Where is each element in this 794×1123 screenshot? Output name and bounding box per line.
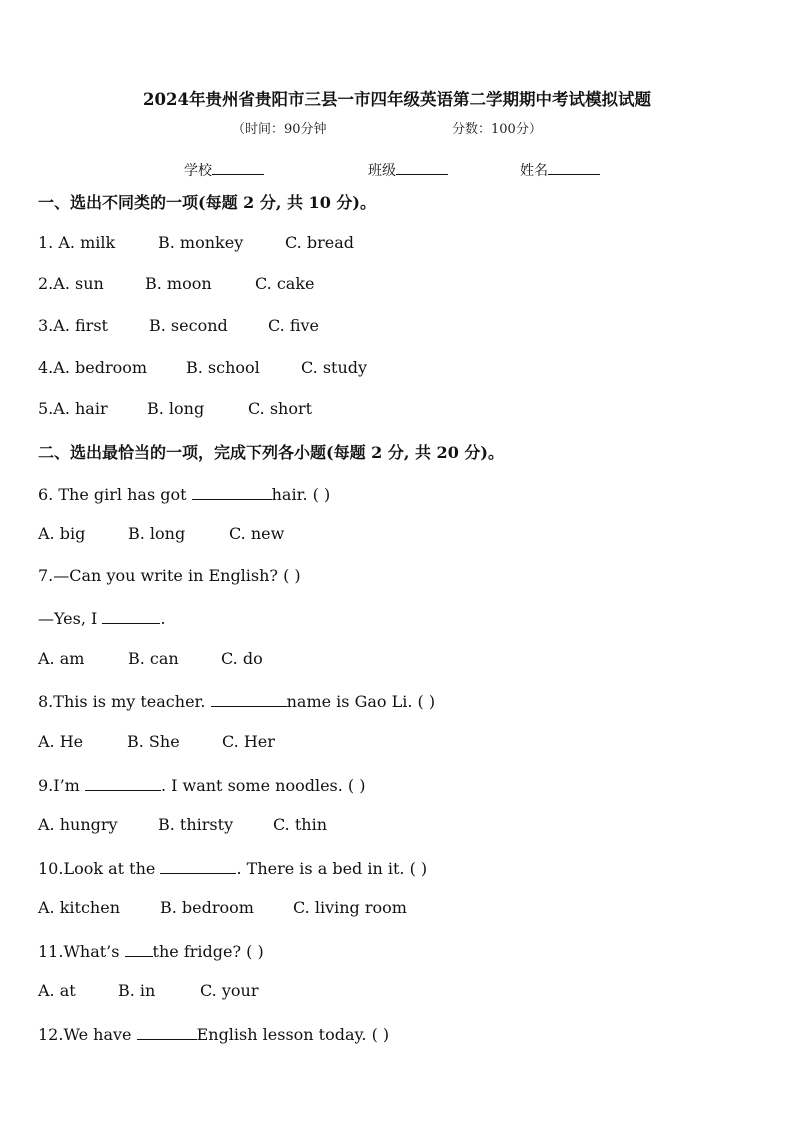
school-blank [212, 160, 264, 175]
q4-number: 4. [38, 358, 54, 377]
q7-line1: 7.—Can you write in English? ( ) [38, 566, 301, 585]
q6-option-c: C. new [229, 524, 285, 543]
q10-text-pre: 10.Look at the [38, 859, 161, 878]
q2-option-b: B. moon [145, 274, 212, 293]
q4-option-b: B. school [186, 358, 260, 377]
q6-text-post: hair. ( ) [271, 485, 331, 504]
q8-option-c: C. Her [222, 732, 275, 751]
q12-blank [137, 1023, 197, 1040]
q3-option-b: B. second [149, 316, 228, 335]
q8-line [38, 690, 435, 711]
q4-line [38, 358, 368, 377]
q9-option-b: B. thirsty [158, 815, 234, 834]
q2-option-c: C. cake [255, 274, 315, 293]
q11-option-c: C. your [200, 981, 259, 1000]
q8-option-b: B. She [127, 732, 180, 751]
q6-line [38, 483, 330, 504]
q1-option-a: A. milk [58, 233, 116, 252]
q7-blank [102, 607, 160, 624]
q2-number: 2. [38, 274, 54, 293]
q3-line [38, 316, 320, 335]
page-title: 2024年贵州省贵阳市三县一市四年级英语第二学期期中考试模拟试题 [143, 90, 651, 109]
q6-option-b: B. long [128, 524, 186, 543]
class-field [368, 160, 448, 180]
class-blank [396, 160, 448, 175]
q9-blank [85, 774, 161, 791]
q6-text-pre: 6. The girl has got [38, 485, 192, 504]
q9-text-pre: 9.I’m [38, 776, 85, 795]
q9-text-post: . I want some noodles. ( ) [160, 776, 366, 795]
q9-option-a: A. hungry [38, 815, 118, 834]
q11-text-post: the fridge? ( ) [152, 942, 264, 961]
q3-number: 3. [38, 316, 54, 335]
q5-line [38, 399, 313, 418]
q5-option-b: B. long [147, 399, 205, 418]
school-label: 学校 [184, 163, 212, 179]
q9-options [38, 815, 327, 834]
name-blank [548, 160, 600, 175]
q10-text-post: . There is a bed in it. ( ) [236, 859, 428, 878]
q3-option-c: C. five [268, 316, 320, 335]
q6-blank [192, 483, 272, 500]
q1-option-c: C. bread [285, 233, 354, 252]
q7-text-pre: —Yes, I [38, 609, 103, 628]
q2-line [38, 274, 315, 293]
q12-line [38, 1023, 389, 1044]
q5-option-c: C. short [248, 399, 313, 418]
q4-option-c: C. study [301, 358, 368, 377]
time-label: （时间：90分钟 [232, 122, 327, 137]
school-field [184, 160, 264, 180]
q6-options [38, 524, 285, 543]
q4-option-a: A. bedroom [53, 358, 148, 377]
q1-number: 1. [38, 233, 59, 252]
q1-option-b: B. monkey [158, 233, 244, 252]
q10-option-b: B. bedroom [160, 898, 254, 917]
class-label: 班级 [368, 163, 396, 179]
name-field [520, 160, 600, 180]
q11-option-b: B. in [118, 981, 156, 1000]
q6-option-a: A. big [38, 524, 86, 543]
q10-option-a: A. kitchen [38, 898, 121, 917]
q5-option-a: A. hair [53, 399, 108, 418]
q11-option-a: A. at [38, 981, 76, 1000]
q3-option-a: A. first [53, 316, 108, 335]
q5-number: 5. [38, 399, 54, 418]
q8-text-pre: 8.This is my teacher. [38, 692, 211, 711]
q9-option-c: C. thin [273, 815, 327, 834]
q10-option-c: C. living room [293, 898, 407, 917]
q10-line [38, 857, 427, 878]
q8-options [38, 732, 275, 751]
section1-heading: 一、选出不同类的一项(每题 2 分, 共 10 分)。 [38, 193, 376, 212]
q7-options [38, 649, 263, 668]
score-label: 分数：100分） [452, 122, 542, 137]
q1-line [38, 233, 354, 252]
name-label: 姓名 [520, 163, 548, 179]
q11-text-pre: 11.What’s [38, 942, 125, 961]
q7-option-a: A. am [38, 649, 85, 668]
q12-text-post: English lesson today. ( ) [196, 1025, 390, 1044]
q12-text-pre: 12.We have [38, 1025, 137, 1044]
q7-option-b: B. can [128, 649, 179, 668]
q8-text-post: name is Gao Li. ( ) [286, 692, 436, 711]
q8-option-a: A. He [38, 732, 84, 751]
q10-options [38, 898, 407, 917]
q11-line [38, 940, 264, 961]
q7-line2 [38, 607, 166, 628]
q10-blank [160, 857, 236, 874]
q8-blank [211, 690, 287, 707]
q9-line [38, 774, 366, 795]
q11-blank [125, 940, 153, 957]
q11-options [38, 981, 259, 1000]
q7-option-c: C. do [221, 649, 263, 668]
q2-option-a: A. sun [53, 274, 104, 293]
section2-heading: 二、选出最恰当的一项，完成下列各小题(每题 2 分, 共 20 分)。 [38, 443, 504, 462]
q7-text-post: . [160, 609, 166, 628]
